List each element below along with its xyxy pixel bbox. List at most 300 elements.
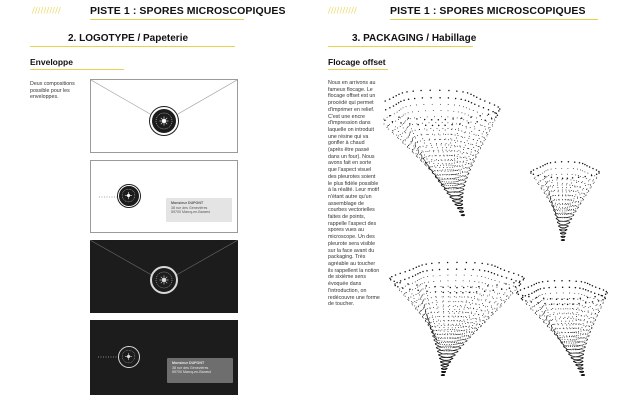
spore-dot: [434, 139, 435, 140]
spore-dot: [555, 214, 556, 215]
spore-dot: [419, 312, 420, 313]
spore-dot: [566, 184, 567, 185]
spore-dot: [456, 187, 457, 188]
spore-dot: [576, 337, 577, 338]
spore-dot: [417, 280, 418, 281]
spore-dot: [586, 165, 588, 167]
spore-dot: [578, 346, 579, 347]
spore-dot: [408, 299, 409, 300]
spore-dot: [454, 178, 455, 179]
spore-dot: [528, 286, 530, 288]
spore-dot: [449, 309, 450, 310]
spore-dot: [463, 193, 464, 194]
spore-dot: [453, 170, 454, 171]
spore-dot: [474, 296, 475, 297]
spore-dot: [455, 334, 456, 335]
spore-dot: [458, 347, 459, 348]
spore-dot: [564, 213, 565, 214]
spore-dot: [434, 286, 435, 287]
spore-dot: [408, 277, 410, 279]
spore-dot: [555, 195, 556, 196]
spore-dot: [575, 341, 576, 342]
spore-dot: [578, 314, 579, 315]
spore-dot: [431, 170, 432, 171]
spore-dot: [428, 165, 429, 166]
spore-dot: [409, 148, 410, 149]
spore-dot: [469, 317, 470, 318]
spore-dot: [460, 320, 461, 321]
spore-dot: [440, 139, 441, 140]
spore-dot: [411, 301, 412, 302]
spore-dot: [441, 184, 442, 185]
spore-dot: [434, 174, 435, 175]
spore-dot: [477, 153, 478, 154]
spore-dot: [571, 216, 572, 217]
spore-dot: [589, 179, 590, 180]
spore-dot: [586, 178, 587, 179]
spore-dot: [445, 130, 446, 131]
spore-dot: [422, 138, 423, 139]
spore-dot: [463, 180, 464, 181]
spore-dot: [564, 346, 565, 347]
spore-dot: [408, 145, 409, 146]
spore-dot: [392, 132, 393, 133]
spore-dot: [581, 331, 582, 332]
spore-dot: [578, 202, 579, 203]
spore-dot: [469, 158, 470, 159]
spore-dot: [567, 336, 568, 337]
spore-dot: [587, 297, 589, 299]
spore-dot: [460, 188, 461, 189]
spore-dot: [447, 275, 448, 276]
spore-dot: [460, 98, 462, 100]
spore-dot: [565, 221, 566, 222]
spore-dot: [503, 300, 504, 301]
spore-dot: [394, 283, 396, 285]
spore-dot: [474, 331, 475, 332]
spore-dot: [427, 298, 428, 299]
spore-dot: [586, 330, 587, 331]
spore-dot: [570, 203, 571, 204]
spore-dot: [513, 286, 514, 287]
spore-dot: [463, 168, 464, 169]
spore-dot: [582, 361, 583, 362]
spore-dot: [589, 318, 590, 319]
spore-dot: [471, 122, 472, 123]
spore-dot: [513, 282, 515, 284]
spore-dot: [560, 217, 561, 218]
spore-dot: [415, 145, 416, 146]
spore-dot: [453, 196, 454, 197]
spore-dot: [461, 190, 462, 191]
spore-dot: [504, 302, 505, 303]
spore-dot: [550, 314, 551, 315]
spore-dot: [452, 160, 453, 161]
spore-dot: [452, 155, 453, 156]
spore-dot: [542, 185, 543, 186]
spore-dot: [459, 334, 460, 335]
spore-dot: [444, 334, 445, 335]
spore-dot: [582, 345, 583, 346]
spore-dot: [571, 179, 572, 180]
spore-dot: [581, 294, 582, 295]
spore-dot: [593, 317, 594, 318]
spore-dot: [409, 289, 411, 291]
spore-dot: [542, 165, 544, 167]
spore-dot: [581, 353, 582, 354]
spore-dot: [421, 157, 422, 158]
spore-dot: [438, 350, 439, 351]
spore-dot: [598, 172, 600, 174]
spore-dot: [391, 276, 393, 278]
spore-dot: [443, 184, 444, 185]
spore-dot: [550, 199, 551, 200]
spore-dot: [417, 310, 418, 311]
spore-dot: [417, 148, 418, 149]
spore-dot: [465, 175, 466, 176]
spore-dot: [522, 299, 524, 301]
spore-dot: [554, 280, 556, 282]
spore-dot: [556, 293, 557, 294]
spore-dot: [579, 359, 580, 360]
piste-title-right: PISTE 1 : SPORES MICROSCOPIQUES: [390, 5, 586, 17]
spore-dot: [453, 179, 454, 180]
spore-dot: [558, 191, 559, 192]
spore-dot: [467, 312, 468, 313]
spore-dot: [578, 181, 579, 182]
spore-dot: [419, 285, 420, 286]
spore-dot: [450, 338, 451, 339]
spore-dot: [574, 353, 575, 354]
spore-dot: [567, 328, 568, 329]
spore-dot: [583, 177, 584, 178]
spore-dot: [465, 181, 466, 182]
spore-dot: [583, 193, 584, 194]
spore-dot: [444, 344, 445, 345]
spore-dot: [534, 305, 535, 306]
spore-dot: [548, 187, 549, 188]
spore-dot: [567, 183, 568, 184]
spore-dot: [563, 308, 564, 309]
address-line2: 59700 Marcq-en-Barœul: [172, 370, 212, 375]
spore-dot: [545, 184, 546, 185]
spore-dot: [426, 162, 427, 163]
spore-dot: [462, 175, 463, 176]
spore-dot: [427, 276, 428, 277]
spore-dot: [429, 150, 430, 151]
spore-dot: [549, 193, 550, 194]
spore-dot: [593, 318, 594, 319]
spore-dot: [577, 353, 578, 354]
spore-dot: [491, 279, 492, 280]
spore-dot: [542, 319, 543, 320]
spore-dot: [516, 292, 518, 294]
spore-dot: [580, 298, 582, 300]
spore-dot: [582, 365, 583, 366]
spore-dot: [559, 313, 560, 314]
spore-dot: [452, 358, 453, 359]
spore-dot: [564, 225, 565, 226]
spore-dot: [488, 109, 490, 111]
spore-dot: [397, 112, 398, 113]
spore-dot: [446, 165, 447, 166]
spore-dot: [440, 338, 441, 339]
spore-dot: [550, 202, 551, 203]
spore-dot: [585, 347, 586, 348]
spore-dot: [453, 346, 454, 347]
spore-dot: [476, 287, 477, 288]
spore-dot: [419, 313, 420, 314]
spore-dot: [573, 210, 574, 211]
spore-dot: [469, 281, 470, 282]
spore-dot: [585, 185, 586, 186]
spore-dot: [563, 292, 564, 293]
spore-dot: [501, 303, 502, 304]
spore-dot: [427, 322, 428, 323]
spore-dot: [552, 180, 553, 181]
spore-dot: [483, 137, 484, 138]
spore-dot: [511, 279, 513, 281]
spore-dot: [583, 368, 584, 369]
spore-dot: [461, 192, 462, 193]
spore-dot: [588, 180, 589, 181]
header-slashes-left: //////////: [32, 6, 61, 15]
spore-dot: [423, 300, 424, 301]
spore-dot: [578, 175, 579, 176]
spore-dot: [452, 311, 453, 312]
spore-dot: [566, 190, 567, 191]
spore-dot: [427, 317, 428, 318]
spore-dot: [483, 320, 484, 321]
spore-dot: [467, 140, 468, 141]
spore-dot: [559, 203, 560, 204]
spore-dot: [454, 329, 455, 330]
spore-dot: [573, 343, 574, 344]
spore-dot: [468, 122, 470, 124]
spore-dot: [433, 130, 434, 131]
spore-dot: [438, 330, 439, 331]
spore-dot: [547, 163, 549, 165]
spore-dot: [452, 128, 453, 129]
spore-dot: [464, 137, 465, 138]
spore-dot: [584, 340, 585, 341]
spore-dot: [462, 165, 463, 166]
spore-dot: [462, 312, 463, 313]
spore-dot: [447, 333, 448, 334]
spore-dot: [557, 183, 558, 184]
spore-dot: [458, 191, 459, 192]
spore-dot: [487, 285, 489, 287]
spore-dot: [576, 346, 577, 347]
spore-dot: [473, 139, 474, 140]
spore-dot: [574, 341, 575, 342]
spore-dot: [393, 281, 395, 283]
spore-dot: [443, 305, 444, 306]
spore-dot: [556, 209, 557, 210]
spore-dot: [578, 353, 579, 354]
spore-dot: [463, 183, 464, 184]
spore-dot: [434, 165, 435, 166]
spore-dot: [462, 172, 463, 173]
spore-dot: [583, 323, 584, 324]
spore-dot: [453, 111, 454, 112]
spore-dot: [564, 217, 565, 218]
spore-dot: [584, 282, 586, 284]
spore-dot: [459, 311, 460, 312]
spore-dot: [576, 328, 577, 329]
spore-dot: [492, 285, 493, 286]
spore-dot: [450, 187, 451, 188]
spore-dot: [564, 337, 565, 338]
spore-dot: [584, 347, 585, 348]
spore-dot: [470, 304, 471, 305]
spore-dot: [532, 299, 533, 300]
spore-dot: [446, 350, 447, 351]
spore-dot: [473, 318, 474, 319]
spore-dot: [580, 334, 581, 335]
spore-dot: [482, 143, 483, 144]
spore-dot: [455, 135, 456, 136]
spore-dot: [450, 346, 451, 347]
spore-dot: [560, 308, 561, 309]
spore-dot: [456, 138, 457, 139]
envelope-white-flap: [90, 79, 238, 153]
spore-dot: [484, 321, 485, 322]
spore-dot: [559, 318, 560, 319]
spore-dot: [472, 300, 473, 301]
spore-dot: [467, 168, 468, 169]
spore-dot: [440, 275, 441, 276]
spore-dot: [393, 105, 395, 107]
spore-dot: [442, 170, 443, 171]
spore-dot: [586, 194, 587, 195]
spore-dot: [464, 182, 465, 183]
spore-dot: [485, 310, 486, 311]
spore-dot: [566, 221, 567, 222]
spore-dot: [522, 296, 524, 298]
spore-dot: [598, 294, 600, 296]
spore-dot: [461, 339, 462, 340]
spore-dot: [442, 174, 443, 175]
spore-dot: [555, 316, 556, 317]
spore-dot: [423, 289, 424, 290]
spore-dot: [406, 106, 407, 107]
spore-dot: [569, 327, 570, 328]
spore-dot: [456, 329, 457, 330]
spore-dot: [557, 213, 558, 214]
spore-dot: [458, 179, 459, 180]
spore-dot: [455, 129, 456, 130]
spore-dot: [425, 124, 427, 126]
spore-dot: [459, 188, 460, 189]
spore-dot: [448, 346, 449, 347]
spore-dot: [454, 160, 455, 161]
spore-dot: [570, 218, 571, 219]
spore-dot: [460, 305, 461, 306]
spore-dot: [449, 350, 450, 351]
spore-dot: [455, 191, 456, 192]
spore-dot: [443, 357, 444, 358]
spore-dot: [482, 315, 483, 316]
spore-dot: [424, 294, 425, 295]
spore-dot: [597, 299, 598, 300]
spore-dot: [413, 152, 414, 153]
spore-dot: [466, 158, 467, 159]
spore-dot: [588, 307, 589, 308]
spore-dot: [446, 188, 447, 189]
spore-dot: [472, 303, 473, 304]
spore-dot: [569, 349, 570, 350]
spore-dot: [444, 327, 445, 328]
spore-dot: [494, 308, 495, 309]
spore-dot: [576, 314, 577, 315]
spore-dot: [421, 158, 422, 159]
spore-dot: [569, 343, 570, 344]
spore-dot: [464, 321, 465, 322]
spore-dot: [548, 186, 549, 187]
spore-dot: [419, 279, 420, 280]
spore-dot: [472, 334, 473, 335]
spore-dot: [492, 314, 493, 315]
spore-dot: [461, 327, 462, 328]
spore-dot: [477, 151, 478, 152]
spore-dot: [415, 144, 416, 145]
spore-dot: [395, 95, 397, 97]
spore-dot: [432, 171, 433, 172]
spore-logo-icon: [152, 268, 176, 292]
spore-dot: [561, 332, 562, 333]
spore-dot: [456, 324, 457, 325]
spore-dot: [450, 192, 451, 193]
spore-dot: [473, 110, 474, 111]
spore-dot: [562, 210, 563, 211]
spore-dot: [453, 306, 454, 307]
spore-dot: [438, 177, 439, 178]
spore-dot: [576, 345, 577, 346]
spore-dot: [446, 150, 447, 151]
spore-dot: [413, 268, 415, 270]
spore-dot: [587, 316, 588, 317]
spore-dot: [462, 323, 463, 324]
spore-dot: [439, 343, 440, 344]
spore-dot: [488, 313, 489, 314]
spore-dot: [579, 323, 580, 324]
spore-dot: [466, 126, 467, 127]
spore-dot: [580, 299, 581, 300]
spore-dot: [430, 143, 431, 144]
spore-dot: [496, 284, 498, 286]
spore-dot: [580, 186, 581, 187]
spore-dot: [479, 115, 481, 117]
spore-dot: [569, 190, 570, 191]
spore-dot: [412, 276, 414, 278]
spore-dot: [440, 134, 441, 135]
spore-dot: [582, 353, 583, 354]
spore-dot: [470, 292, 471, 293]
spore-dot: [445, 353, 446, 354]
spore-dot: [528, 294, 530, 296]
spore-dot: [389, 107, 391, 109]
spore-dot: [525, 300, 527, 302]
spore-dot: [573, 206, 574, 207]
spore-dot: [453, 165, 454, 166]
spore-dot: [559, 303, 560, 304]
spore-dot: [442, 163, 443, 164]
spore-dot: [416, 155, 417, 156]
spore-dot: [417, 273, 419, 275]
spore-dot: [499, 281, 500, 282]
spore-dot: [543, 321, 544, 322]
